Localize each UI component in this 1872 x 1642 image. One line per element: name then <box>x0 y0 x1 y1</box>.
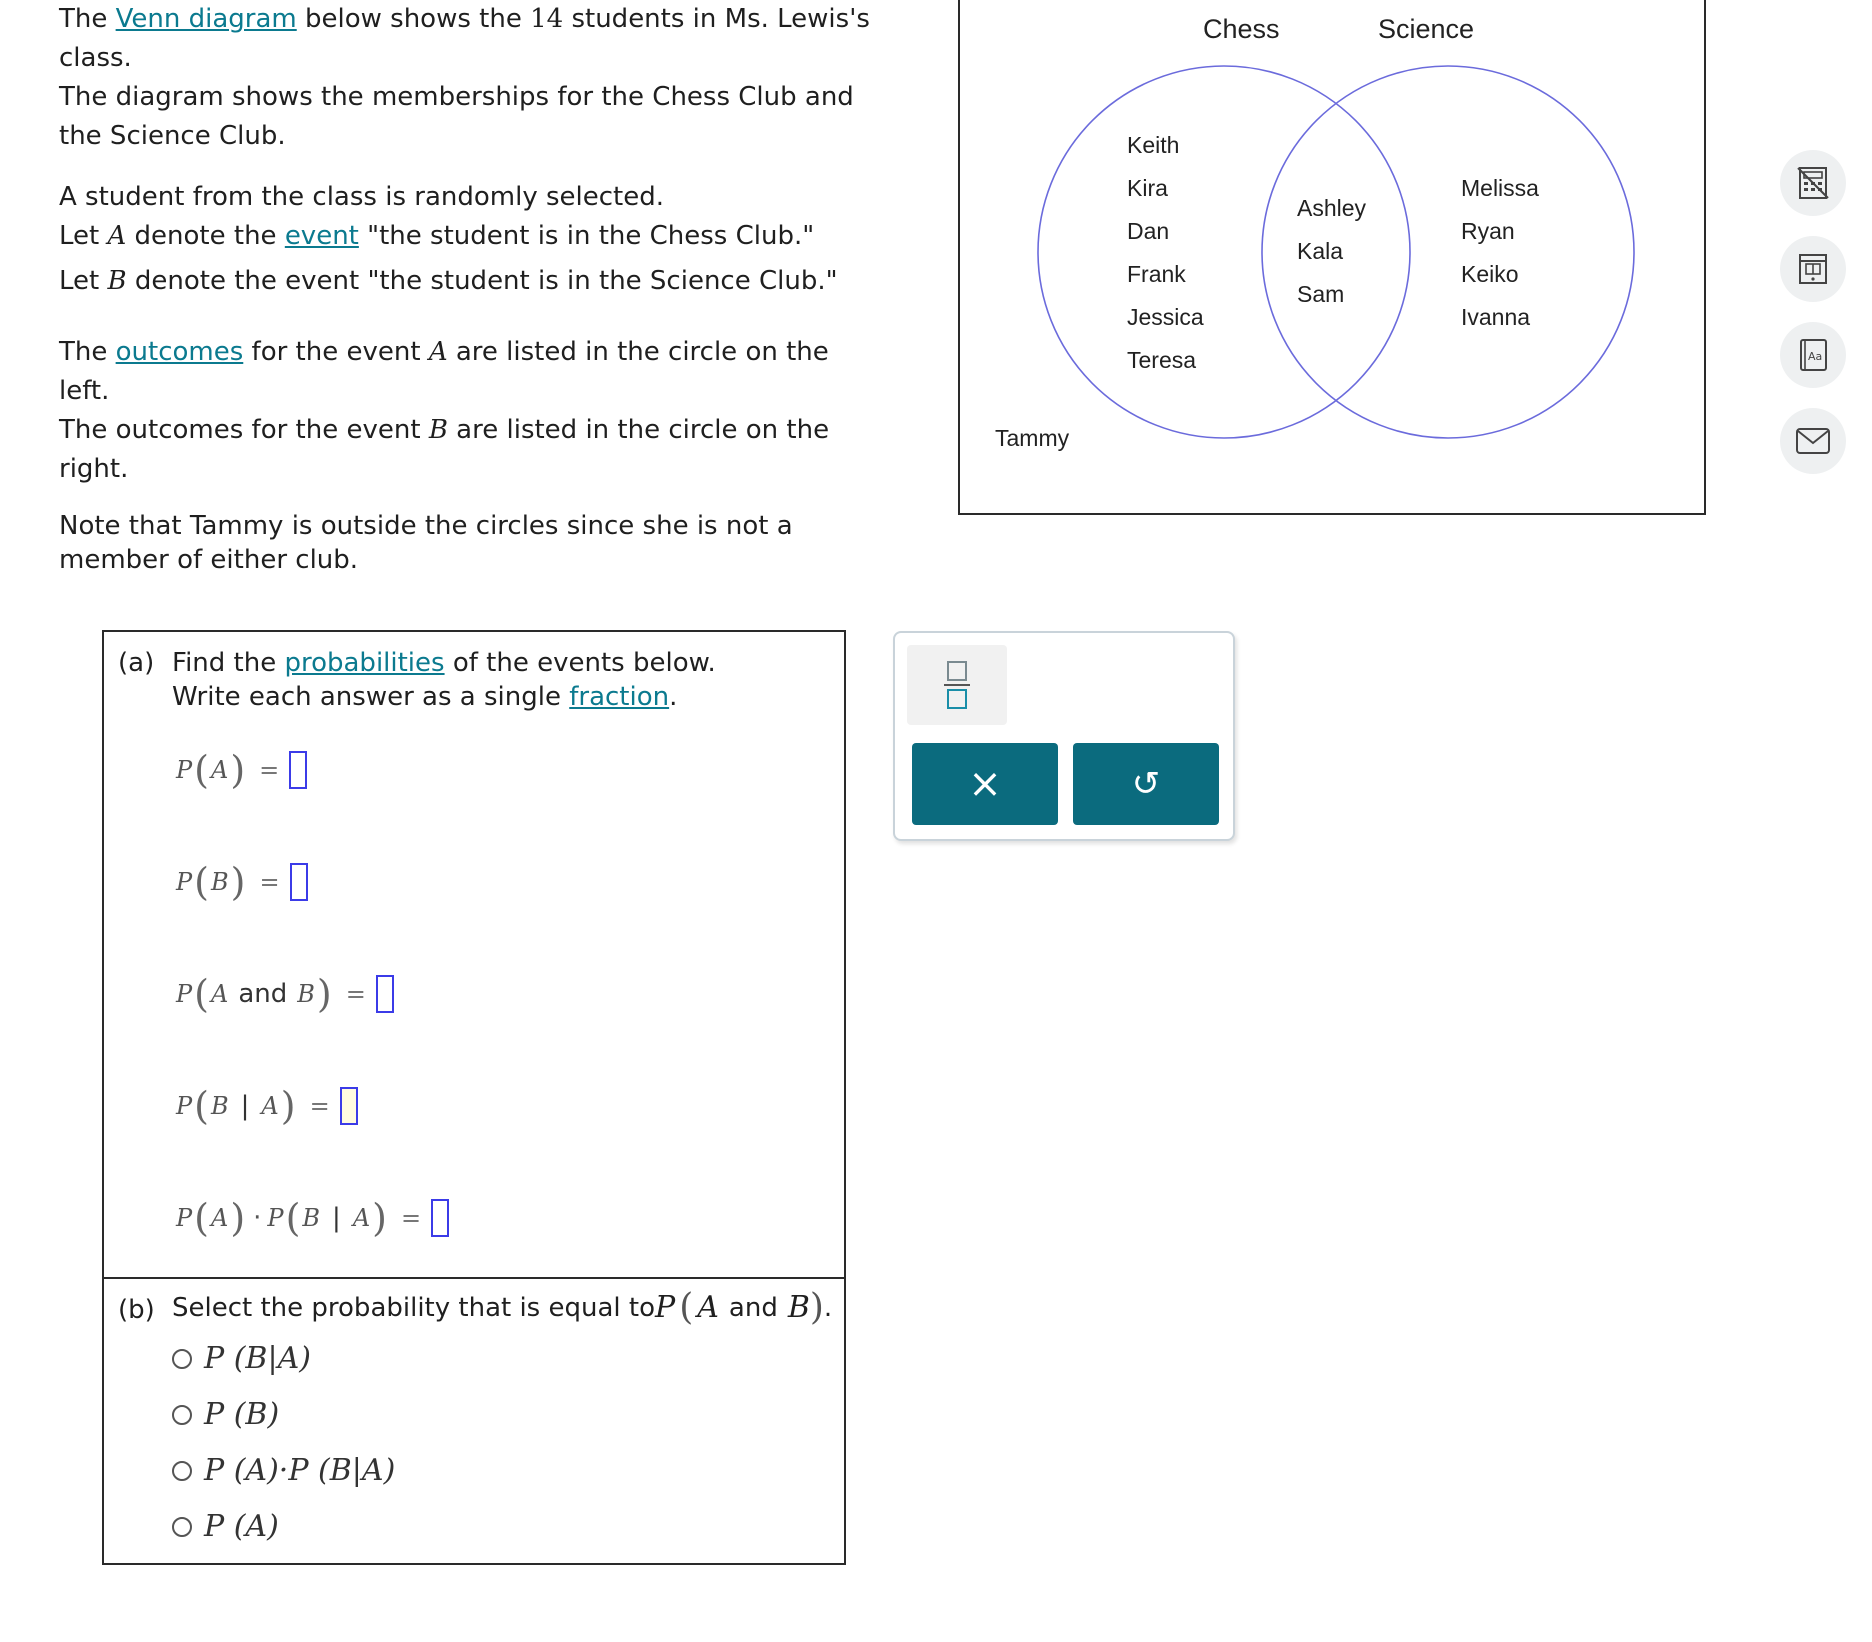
answer-input-p-b-given-a[interactable] <box>340 1087 358 1125</box>
radio-button[interactable] <box>172 1517 192 1537</box>
calculator-button[interactable] <box>1780 150 1846 216</box>
data-table-button[interactable] <box>1780 236 1846 302</box>
close-icon: × <box>968 761 1002 807</box>
expr-p-a-times-p-b-given-a: P ( A ) · P ( B | A ) = <box>176 1196 449 1240</box>
intro-line-2: class. <box>59 43 132 73</box>
mail-icon <box>1795 426 1831 456</box>
expr-p-b-given-a: P ( B | A ) = <box>176 1084 358 1128</box>
chess-label: Chess <box>1203 14 1280 44</box>
intro-line-4: the Science Club. <box>59 121 286 151</box>
intro-line-6: Let A denote the event "the student is in the Chess Club." <box>59 221 815 251</box>
data-table-icon <box>1796 252 1830 286</box>
mail-button[interactable] <box>1780 408 1846 474</box>
chess-member: Keith <box>1127 132 1180 158</box>
science-member: Ivanna <box>1461 304 1531 330</box>
option-p-a-times-p-b-given-a[interactable]: P (A)·P (B|A) <box>172 1453 395 1488</box>
answer-input-p-b[interactable] <box>290 863 308 901</box>
science-member: Ryan <box>1461 218 1515 244</box>
svg-text:Aa: Aa <box>1808 350 1823 363</box>
radio-button[interactable] <box>172 1349 192 1369</box>
venn-diagram <box>958 0 1706 515</box>
outside-member: Tammy <box>995 425 1070 451</box>
answer-input-p-a-and-b[interactable] <box>376 975 394 1013</box>
dictionary-icon <box>1796 338 1830 372</box>
chess-member: Dan <box>1127 218 1170 244</box>
venn-svg <box>960 0 1708 515</box>
science-member: Keiko <box>1461 261 1519 287</box>
chess-member: Teresa <box>1127 347 1197 373</box>
intro-line-9: left. <box>59 376 110 406</box>
option-p-a[interactable]: P (A) <box>172 1509 279 1544</box>
science-label: Science <box>1378 14 1475 44</box>
problem-intro <box>59 0 889 577</box>
intro-line-11: right. <box>59 454 129 484</box>
part-a-instructions: Find the probabilities of the events below. Write each answer as a single fraction. <box>172 648 716 712</box>
expr-p-a-and-b: P ( A and B ) = <box>176 972 394 1016</box>
part-a-label: (a) <box>118 648 155 678</box>
science-member: Melissa <box>1461 175 1539 201</box>
intro-line-13: member of either club. <box>59 545 359 575</box>
part-b-prompt: Select the probability that is equal to P ( A and B ) . <box>172 1287 833 1328</box>
part-a <box>104 632 844 1279</box>
answer-input-product[interactable] <box>431 1199 449 1237</box>
intro-line-10: The outcomes for the event B are listed in the circle on the <box>59 415 830 445</box>
intro-line-12: Note that Tammy is outside the circles since she is not a <box>59 511 793 541</box>
chess-member: Kira <box>1127 175 1168 201</box>
answer-keypad <box>893 631 1235 841</box>
expr-p-a: P ( A ) = <box>176 748 307 792</box>
clear-button[interactable] <box>912 743 1058 825</box>
part-b-label: (b) <box>118 1295 155 1325</box>
radio-button[interactable] <box>172 1461 192 1481</box>
fraction-icon <box>942 658 972 712</box>
calculator-icon <box>1796 166 1830 200</box>
undo-button[interactable] <box>1073 743 1219 825</box>
expr-p-b: P ( B ) = <box>176 860 308 904</box>
chess-member: Frank <box>1127 261 1186 287</box>
fraction-link[interactable]: fraction <box>569 682 670 712</box>
both-member: Sam <box>1297 281 1345 307</box>
intro-line-3: The diagram shows the memberships for the Chess Club and <box>59 82 854 112</box>
both-member: Kala <box>1297 238 1344 264</box>
dictionary-button[interactable] <box>1780 322 1846 388</box>
venn-diagram-link[interactable]: Venn diagram <box>115 4 297 34</box>
chess-circle <box>1038 66 1410 438</box>
outcomes-link[interactable]: outcomes <box>115 337 244 367</box>
fraction-button[interactable] <box>907 645 1007 725</box>
answer-input-p-a[interactable] <box>289 751 307 789</box>
question-panel <box>102 630 846 1565</box>
intro-line-7: Let B denote the event "the student is in the Science Club." <box>59 266 838 296</box>
both-member: Ashley <box>1297 195 1367 221</box>
intro-line-1: The Venn diagram below shows the 14 students in Ms. Lewis's <box>59 4 870 34</box>
option-p-b[interactable]: P (B) <box>172 1397 279 1432</box>
intro-line-5: A student from the class is randomly selected. <box>59 182 664 212</box>
intro-line-8: The outcomes for the event A are listed in the circle on the <box>59 337 829 367</box>
undo-icon: ↺ <box>1131 764 1161 804</box>
event-link[interactable]: event <box>284 221 359 251</box>
probabilities-link[interactable]: probabilities <box>284 648 445 678</box>
option-p-b-given-a[interactable]: P (B|A) <box>172 1341 311 1376</box>
part-b <box>104 1279 844 1563</box>
chess-member: Jessica <box>1127 304 1204 330</box>
radio-button[interactable] <box>172 1405 192 1425</box>
